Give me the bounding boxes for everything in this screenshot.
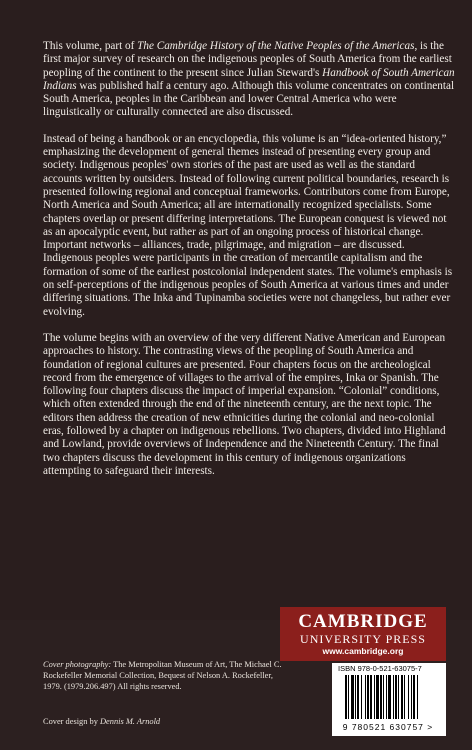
paragraph-text: Instead of being a handbook or an encyclopedia, this volume is an “idea-oriented history,” emphasizing the development of general themes instead of presenting every group and society. Indigenous peoples' own stories of the past are used as well as the standard accounts written by outsiders. Instead of following current political boundaries, research is presented following regional and conceptual frameworks. Contributors come from Europe, North America and South America; all are internationally recognized specialists. Some chapters overlap or present differing interpretations. The European conquest is viewed not as an apocalyptic event, but rather as part of an ongoing process of historical change. Important networks – alliances, trade, pilgrimage, and migration – are discussed. Indigenous peoples were participants in the creation of mercantile capitalism and the formation of some of the earliest postcolonial independent states. The volume's emphasis is on self-perceptions of the indigenous peoples of South America at various times and under differing situations. The Inka and Tupinamba societies were not changeless, but rather ever evolving.	[43, 132, 453, 318]
paragraph-1	[43, 40, 455, 120]
barcode-bar	[348, 675, 349, 719]
barcode-bar	[413, 675, 415, 719]
barcode-bar	[386, 675, 387, 719]
barcode-icon	[345, 675, 437, 719]
logo-url: www.cambridge.org	[322, 646, 404, 656]
paragraph-text: , is the first major survey of research on the indigenous peoples of South America from the earliest peopling of the continent to the present since Julian Steward's	[43, 40, 452, 79]
isbn-label: ISBN 978-0-521-63075-7	[338, 664, 422, 673]
paragraph-text: was published half a century ago. Although this volume concentrates on continental South America, peoples in the Caribbean and lower Central America who were linguistically or culturally connected are also discussed.	[43, 79, 455, 119]
barcode-bar	[357, 675, 359, 719]
logo-cambridge: CAMBRIDGE	[298, 611, 428, 632]
barcode-bar	[404, 675, 405, 719]
barcode-bar	[408, 675, 409, 719]
description-text	[43, 40, 455, 491]
barcode-bar	[374, 675, 375, 719]
barcode-bar	[367, 675, 369, 719]
barcode-bar	[411, 675, 412, 719]
barcode-bar	[383, 675, 384, 719]
credit-label: Cover photography:	[43, 660, 112, 669]
cover-design-credit	[43, 717, 160, 726]
logo-university-press: UNIVERSITY PRESS	[300, 632, 426, 646]
paragraph-2	[43, 133, 455, 319]
credit-text: The Metropolitan Museum of Art, The Michael C. Rockefeller Memorial Collection, Bequest of Nelson A. Rockefeller, 1979. (1979.206.497) All rights reserved.	[43, 660, 282, 691]
book-title: The Cambridge History of the Native Peoples of the Americas	[137, 40, 415, 52]
paragraph-3	[43, 332, 455, 478]
barcode-bar	[370, 675, 372, 719]
barcode-number: 9 780521 630757 >	[342, 722, 434, 732]
barcode-bar	[376, 675, 379, 719]
design-name: Dennis M. Arnold	[97, 717, 161, 726]
barcode-bar	[361, 675, 362, 719]
barcode-bar	[401, 675, 403, 719]
barcode-bar	[393, 675, 394, 719]
book-title: Handbook of South American Indians	[43, 66, 455, 92]
barcode-bar	[398, 675, 399, 719]
barcode-bar	[388, 675, 391, 719]
barcode-bar	[355, 675, 356, 719]
cover-photo-credit	[43, 660, 283, 692]
paragraph-text: The volume begins with an overview of the very different Native American and European approaches to history. The contrasting views of the peopling of South America and foundation of regional cultures are presented. Four chapters focus on the archeological record from the emergence of villages to the arrival of the empires, Inka or Spanish. The following four chapters discuss the impact of imperial expansion. “Colonial” conditions, which often extended through the end of the nineteenth century, are the next topic. The editors then address the creation of new ethnicities during the colonial and neo-colonial eras, followed by a chapter on indigenous rebellions. Two chapters, divided into Highland and Lowland, provide overviews of Independence and the Nineteenth Century. The final two chapters discuss the development in this century of indigenous organizations attempting to safeguard their interests.	[43, 331, 446, 477]
barcode-bar	[345, 675, 347, 719]
publisher-logo	[280, 607, 446, 661]
barcode-bar	[351, 675, 354, 719]
barcode-bar	[365, 675, 366, 719]
design-label: Cover design by	[43, 717, 98, 726]
paragraph-text: This volume, part of	[43, 40, 138, 52]
barcode-bar	[380, 675, 382, 719]
barcode-bar	[395, 675, 397, 719]
barcode-bar	[417, 675, 418, 719]
